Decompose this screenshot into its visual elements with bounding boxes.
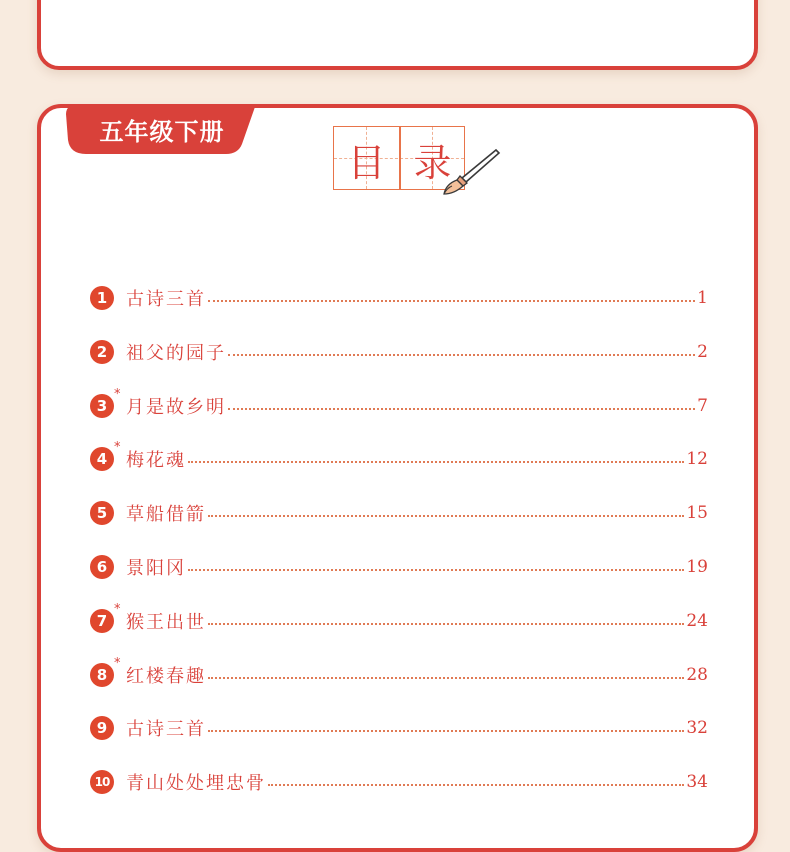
entry-leader-dots: [208, 623, 684, 625]
entry-title: 梅花魂: [126, 450, 186, 472]
grade-tab: [66, 104, 256, 154]
grade-label: 五年级下册: [99, 117, 225, 146]
entry-title: 草船借箭: [126, 504, 206, 526]
toc-entry[interactable]: [90, 554, 708, 580]
entry-leader-dots: [208, 515, 684, 517]
entry-number-badge: 8: [90, 663, 114, 687]
toc-entry[interactable]: [90, 500, 708, 526]
top-card: [37, 0, 758, 70]
toc-entry[interactable]: [90, 655, 708, 688]
entry-page-number: 1: [697, 288, 708, 308]
entry-leader-dots: [208, 300, 695, 302]
entry-leader-dots: [208, 677, 684, 679]
entry-number-badge: 9: [90, 716, 114, 740]
entry-number-badge: 10: [90, 770, 114, 794]
entry-title: 古诗三首: [126, 719, 206, 741]
entry-page-number: 32: [686, 718, 708, 739]
toc-entry[interactable]: [90, 440, 708, 472]
entry-star-mark: *: [114, 655, 121, 671]
entry-page-number: 15: [686, 503, 708, 524]
entry-leader-dots: [208, 730, 684, 732]
entry-leader-dots: [228, 408, 695, 410]
entry-number-badge: 7: [90, 609, 114, 633]
entry-leader-dots: [188, 569, 684, 571]
entry-number-badge: 5: [90, 501, 114, 525]
entry-page-number: 19: [686, 557, 708, 577]
entry-star-mark: *: [114, 386, 121, 402]
entry-title: 祖父的园子: [126, 342, 226, 364]
entry-leader-dots: [228, 354, 695, 356]
toc-entry[interactable]: [90, 601, 708, 634]
toc-entry[interactable]: [90, 339, 708, 365]
entry-leader-dots: [188, 461, 684, 463]
entry-page-number: 7: [697, 395, 708, 416]
brush-icon: [440, 146, 502, 196]
toc-entry[interactable]: [90, 715, 708, 741]
entry-number-badge: 1: [90, 286, 114, 310]
entry-page-number: 34: [686, 772, 708, 793]
entry-title: 景阳冈: [126, 558, 186, 579]
entry-number-badge: 6: [90, 555, 114, 579]
entry-title: 古诗三首: [126, 289, 206, 310]
toc-title-char-2: 录: [413, 140, 452, 185]
entry-title: 月是故乡明: [126, 396, 226, 418]
entry-leader-dots: [268, 784, 684, 786]
entry-title: 猴王出世: [126, 611, 206, 633]
entry-page-number: 28: [686, 664, 708, 685]
entry-title: 红楼春趣: [126, 665, 206, 687]
toc-entry[interactable]: [90, 769, 708, 795]
toc-entry[interactable]: [90, 285, 708, 311]
entry-number-badge: 3: [90, 394, 114, 418]
entry-page-number: 12: [686, 449, 708, 470]
entry-page-number: 2: [697, 341, 708, 362]
toc-entry[interactable]: [90, 386, 708, 419]
entry-star-mark: *: [114, 440, 121, 456]
toc-title-char-1: 目: [347, 140, 386, 185]
entry-star-mark: *: [114, 601, 121, 617]
entry-number-badge: 4: [90, 447, 114, 471]
entry-title: 青山处处埋忠骨: [126, 773, 266, 795]
entry-page-number: 24: [686, 610, 708, 631]
entry-number-badge: 2: [90, 340, 114, 364]
